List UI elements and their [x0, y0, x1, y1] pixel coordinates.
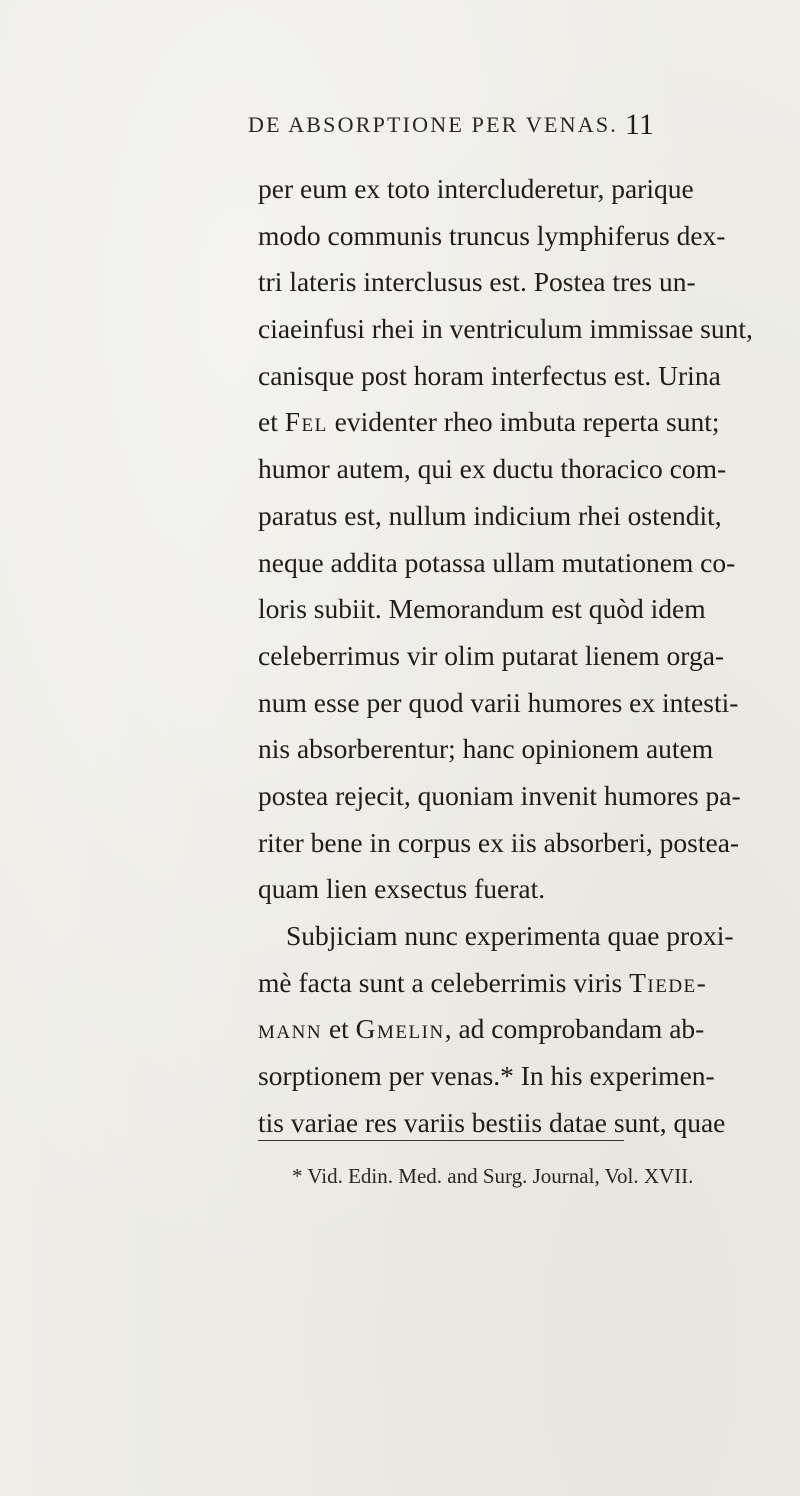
footnote: * Vid. Edin. Med. and Surg. Journal, Vol. XVII. — [292, 1164, 694, 1188]
text-line: nis absorberentur; hanc opinionem autem — [258, 733, 714, 765]
page-number: 11 — [625, 108, 654, 141]
text-line: celeberrimus vir olim putarat lienem orga- — [258, 639, 725, 671]
text-line: sorptionem per venas.* In his experimen- — [258, 1060, 715, 1092]
footnote-rule — [258, 1140, 624, 1141]
text-segment: et — [322, 1013, 356, 1045]
text-line: tis variae res variis bestiis datae sunt, quae — [258, 1106, 726, 1138]
text-line: neque addita potassa ullam mutationem co- — [258, 546, 736, 578]
text-segment: , ad comprobandam ab- — [444, 1013, 705, 1045]
body-text — [258, 166, 753, 1146]
text-line: tri lateris interclusus est. Postea tres un- — [258, 266, 696, 298]
text-line: quam lien exsectus fuerat. — [258, 873, 546, 905]
text-line — [258, 399, 720, 446]
small-caps-name: mann — [258, 1013, 323, 1045]
running-head — [0, 108, 800, 152]
small-caps-name: Tiede- — [629, 966, 708, 998]
text-line: Subjiciam nunc experimenta quae proxi- — [286, 920, 734, 951]
text-segment: et — [258, 406, 285, 438]
text-line — [258, 1006, 705, 1053]
text-line: riter bene in corpus ex iis absorberi, postea- — [258, 826, 740, 858]
text-segment: mè facta sunt a celeberrimis viris — [258, 966, 630, 998]
text-segment: evidenter rheo imbuta reperta sunt; — [327, 406, 720, 438]
text-line: ciaeinfusi rhei in ventriculum immissae sunt, — [258, 313, 753, 345]
text-line: modo communis truncus lymphiferus dex- — [258, 219, 726, 251]
text-line: num esse per quod varii humores ex intesti- — [258, 686, 739, 718]
text-line: canisque post horam interfectus est. Urina — [258, 359, 721, 391]
text-line: per eum ex toto intercluderetur, parique — [258, 173, 694, 204]
small-caps-name: Gmelin — [355, 1013, 445, 1045]
small-caps-name: Fel — [284, 406, 328, 438]
running-title: DE ABSORPTIONE PER VENAS. — [248, 112, 618, 137]
text-line: humor autem, qui ex ductu thoracico com- — [258, 453, 727, 485]
text-line: loris subiit. Memorandum est quòd idem — [258, 593, 706, 625]
text-line: paratus est, nullum indicium rhei ostendit, — [258, 499, 722, 531]
text-line — [258, 960, 708, 1007]
text-line: postea rejecit, quoniam invenit humores pa- — [258, 779, 741, 811]
